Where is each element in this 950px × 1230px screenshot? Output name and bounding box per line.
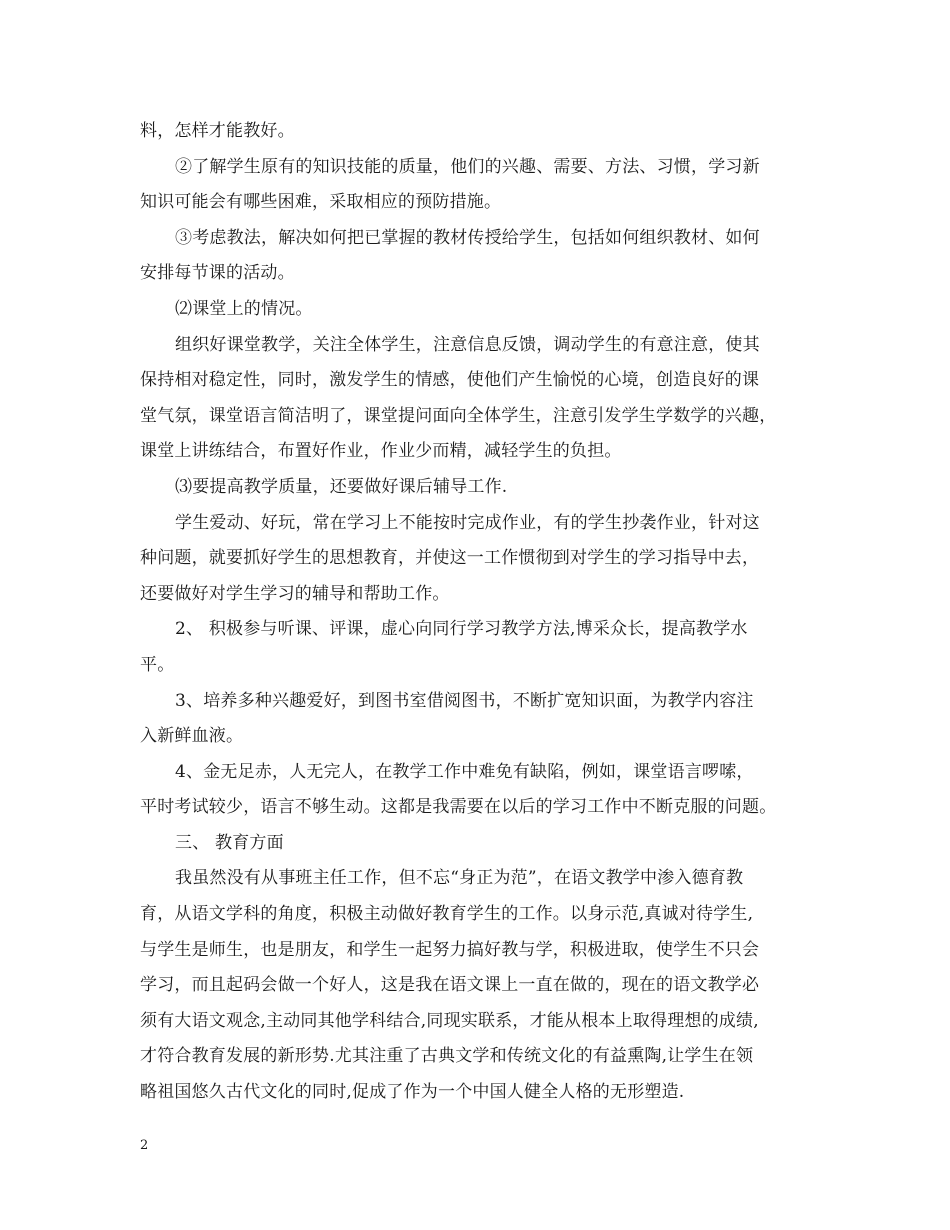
page-number: 2 bbox=[140, 1138, 149, 1153]
text-line: 还要做好对学生学习的辅导和帮助工作。 bbox=[140, 583, 450, 604]
text-line: 略祖国悠久古代文化的同时,促成了作为一个中国人健全人格的无形塑造. bbox=[140, 1082, 685, 1103]
text-line: 与学生是师生，也是朋友，和学生一起努力搞好教与学，积极进取，使学生不只会 bbox=[140, 939, 760, 960]
text-line: 育，从语文学科的角度，积极主动做好教育学生的工作。以身示范,真诚对待学生, bbox=[140, 904, 754, 925]
list-item: 4、金无足赤，人无完人，在教学工作中难免有缺陷，例如，课堂语言啰嗦， bbox=[175, 761, 754, 782]
text-line: ②了解学生原有的知识技能的质量，他们的兴趣、需要、方法、习惯，学习新 bbox=[175, 156, 760, 177]
text-line: 种问题，就要抓好学生的思想教育，并使这一工作惯彻到对学生的学习指导中去， bbox=[140, 548, 760, 569]
text-line: 保持相对稳定性，同时，激发学生的情感，使他们产生愉悦的心境，创造良好的课 bbox=[140, 370, 760, 391]
text-line: 组织好课堂教学，关注全体学生，注意信息反馈，调动学生的有意注意，使其 bbox=[175, 334, 760, 355]
text-line: 平。 bbox=[140, 654, 175, 675]
text-line: 学生爱动、好玩，常在学习上不能按时完成作业，有的学生抄袭作业，针对这 bbox=[175, 512, 760, 533]
section-heading: 三、 教育方面 bbox=[175, 832, 284, 853]
list-item: 3、培养多种兴趣爱好，到图书室借阅图书，不断扩宽知识面，为教学内容注 bbox=[175, 690, 754, 711]
section-heading: ⑵课堂上的情况。 bbox=[175, 298, 313, 319]
text-line: 知识可能会有哪些困难，采取相应的预防措施。 bbox=[140, 192, 502, 213]
text-line: 学习，而且起码会做一个好人，这是我在语文课上一直在做的，现在的语文教学必 bbox=[140, 975, 760, 996]
text-line: 课堂上讲练结合，布置好作业，作业少而精，减轻学生的负担。 bbox=[140, 441, 622, 462]
text-line: 入新鲜血液。 bbox=[140, 726, 244, 747]
text-line: 堂气氛，课堂语言简洁明了，课堂提问面向全体学生，注意引发学生学数学的兴趣， bbox=[140, 405, 777, 426]
text-line: 平时考试较少，语言不够生动。这都是我需要在以后的学习工作中不断克服的问题。 bbox=[140, 797, 777, 818]
list-item: 2、 积极参与听课、评课，虚心向同行学习教学方法,博采众长，提高教学水 bbox=[175, 619, 748, 640]
text-line: 须有大语文观念,主动同其他学科结合,同现实联系，才能从根本上取得理想的成绩, bbox=[140, 1010, 759, 1031]
text-line: ③考虑教法，解决如何把已掌握的教材传授给学生，包括如何组织教材、如何 bbox=[175, 227, 760, 248]
text-line: 我虽然没有从事班主任工作，但不忘“身正为范”，在语文教学中渗入德育教 bbox=[175, 868, 744, 889]
text-line: 料，怎样才能教好。 bbox=[140, 121, 295, 141]
document-body bbox=[140, 114, 812, 1111]
text-line: 安排每节课的活动。 bbox=[140, 263, 295, 284]
section-heading: ⑶要提高教学质量，还要做好课后辅导工作. bbox=[175, 476, 508, 497]
text-line: 才符合教育发展的新形势.尤其注重了古典文学和传统文化的有益熏陶,让学生在领 bbox=[140, 1046, 754, 1067]
